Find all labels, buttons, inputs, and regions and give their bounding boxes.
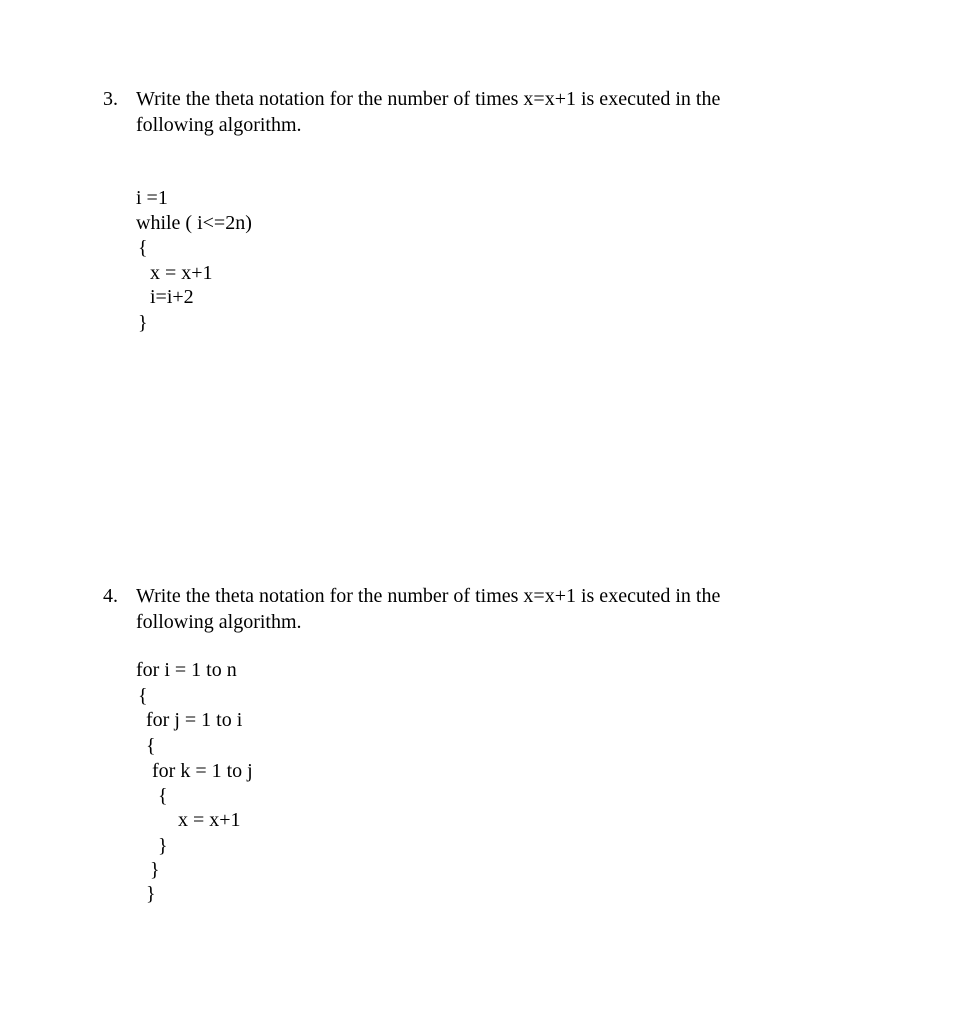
code-line: {	[138, 237, 148, 259]
code-line: }	[150, 859, 160, 881]
question-number: 4.	[103, 585, 118, 607]
question-prompt-line-2: following algorithm.	[136, 611, 302, 633]
code-line: {	[158, 785, 168, 807]
code-line: }	[146, 883, 156, 905]
code-line: }	[158, 835, 168, 857]
code-line: for j = 1 to i	[146, 709, 243, 731]
code-line: i=i+2	[150, 286, 194, 308]
code-line: {	[146, 735, 156, 757]
code-line: for k = 1 to j	[152, 760, 253, 782]
code-line: while ( i<=2n)	[136, 212, 252, 234]
code-line: {	[138, 685, 148, 707]
code-line: }	[138, 312, 148, 334]
code-line: x = x+1	[178, 809, 241, 831]
question-prompt-line-1: Write the theta notation for the number of times x=x+1 is executed in the	[136, 88, 721, 110]
question-prompt-line-2: following algorithm.	[136, 114, 302, 136]
code-line: for i = 1 to n	[136, 659, 237, 681]
question-number: 3.	[103, 88, 118, 110]
question-prompt-line-1: Write the theta notation for the number of times x=x+1 is executed in the	[136, 585, 721, 607]
code-line: x = x+1	[150, 262, 213, 284]
code-line: i =1	[136, 187, 168, 209]
